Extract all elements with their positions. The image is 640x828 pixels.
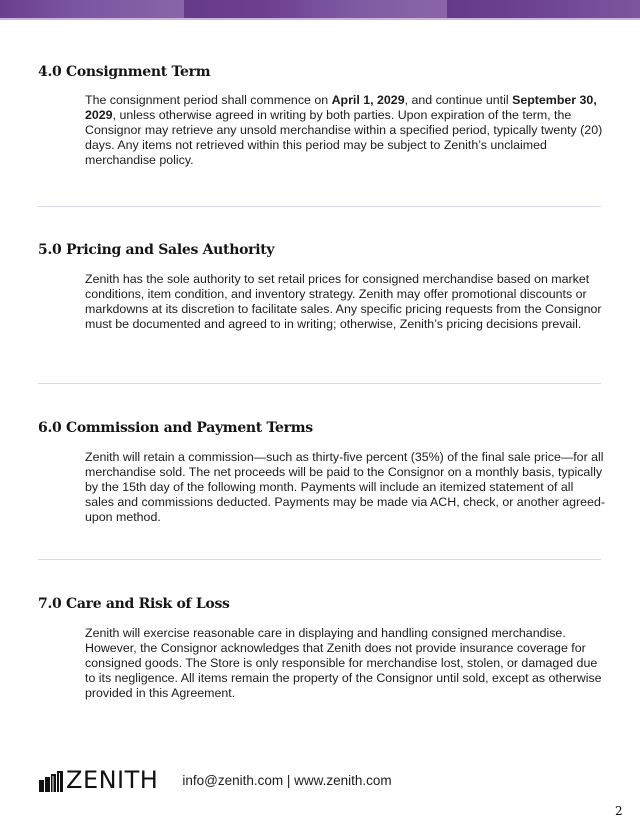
footer xyxy=(39,768,392,792)
section-title: 4.0 Consignment Term xyxy=(38,64,211,80)
start-date: April 1, 2029 xyxy=(331,93,405,107)
section-pricing-authority xyxy=(38,242,602,332)
section-commission-payment xyxy=(38,420,605,525)
zenith-logo xyxy=(39,768,158,792)
header-band xyxy=(0,0,640,19)
section-body: Zenith will exercise reasonable care in displaying and handling consigned merchandise. However, the Consignor acknowledges that Zenith does not provide insurance coverage for consigned goods. The Store is only responsible for merchandise lost, stolen, or damaged due to its negligence. All items remain the property of the Consignor until sold, except as otherwise provided in this Agreement. xyxy=(85,626,602,700)
page-number: 2 xyxy=(615,804,623,818)
section-consignment-term xyxy=(38,64,602,168)
section-care-risk xyxy=(38,596,602,701)
section-title: 6.0 Commission and Payment Terms xyxy=(38,420,313,436)
section-body: Zenith has the sole authority to set retail prices for consigned merchandise based on market conditions, item condition, and inventory strategy. Zenith may offer promotional discounts or markdowns at its discretion to facilitate sales. Any specific pricing requests from the Consignor must be documented and agreed to in writing; otherwise, Zenith’s pricing decisions prevail. xyxy=(85,272,602,331)
body-text: The consignment period shall commence on xyxy=(85,93,332,107)
footer-contact: info@zenith.com | www.zenith.com xyxy=(182,772,392,788)
body-text: , and continue until xyxy=(404,93,513,107)
body-text: , unless otherwise agreed in writing by both parties. Upon expiration of the term, the Consignor may retrieve any unsold merchandise within a specified period, typically twenty (20) days. Any items not retrieved within this period may be subject to Zenith’s unclaimed merchandise policy. xyxy=(85,108,603,167)
section-body: Zenith will retain a commission—such as thirty-five percent (35%) of the final sale price—for all merchandise sold. The net proceeds will be paid to the Consignor on a monthly basis, typically by the 15th day of the following month. Payments will include an itemized statement of all sales and commissions deducted. Payments may be made via ACH, check, or another agreed-upon method. xyxy=(85,450,605,524)
section-title: 5.0 Pricing and Sales Authority xyxy=(38,242,275,258)
building-bars-icon xyxy=(39,771,64,792)
header-band-edge xyxy=(0,18,640,20)
header-band-segment xyxy=(184,0,447,18)
section-body xyxy=(85,93,605,168)
logo-text: ZENITH xyxy=(66,766,159,794)
header-band-segment xyxy=(447,0,640,18)
section-title: 7.0 Care and Risk of Loss xyxy=(38,596,230,612)
section-divider xyxy=(38,559,601,560)
header-band-segment xyxy=(0,0,184,18)
section-divider xyxy=(38,206,601,207)
end-date: September 30, 2029 xyxy=(85,93,597,122)
section-divider xyxy=(38,383,601,384)
